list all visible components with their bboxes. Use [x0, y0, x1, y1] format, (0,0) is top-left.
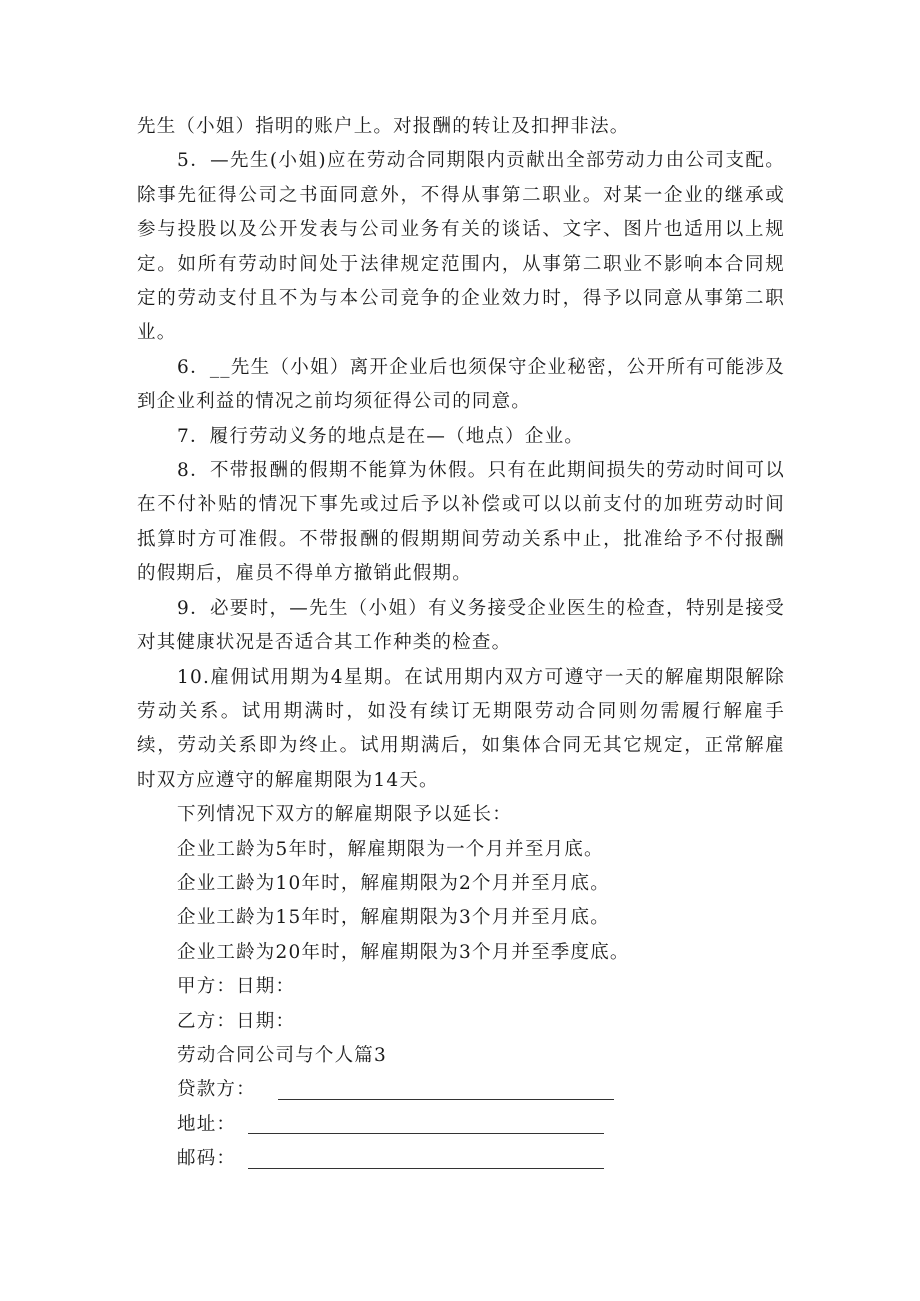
clause-8: 8．不带报酬的假期不能算为休假。只有在此期间损失的劳动时间可以在不付补贴的情况下事先或过后予以补偿或可以以前支付的加班劳动时间抵算时方可准假。不带报酬的假期期间劳动关系中止，批准给予不付报酬的假期后，雇员不得单方撤销此假期。	[137, 460, 785, 585]
lender-blank-line	[278, 1077, 614, 1100]
address-field	[137, 1108, 785, 1142]
address-blank-line	[248, 1111, 604, 1134]
lender-label: 贷款方：	[177, 1079, 256, 1101]
tenure-5-years: 企业工龄为5年时，解雇期限为一个月并至月底。	[177, 838, 604, 860]
clause-7: 7．履行劳动义务的地点是在—（地点）企业。	[177, 425, 584, 447]
lender-field	[137, 1073, 785, 1107]
tenure-20-years: 企业工龄为20年时，解雇期限为3个月并至季度底。	[177, 941, 630, 963]
clause-9: 9．必要时，—先生（小姐）有义务接受企业医生的检查，特别是接受对其健康状况是否适合其工作种类的检查。	[137, 597, 785, 654]
extension-intro: 下列情况下双方的解雇期限予以延长：	[177, 804, 512, 826]
clause-10: 10.雇佣试用期为4星期。在试用期内双方可遵守一天的解雇期限解除劳动关系。试用期满时，如没有续订无期限劳动合同则勿需履行解雇手续，劳动关系即为终止。试用期满后，如集体合同无其它规定，正常解雇时双方应遵守的解雇期限为14天。	[137, 666, 785, 791]
party-b-signature: 乙方：日期：	[177, 1010, 296, 1032]
clause-5: 5．—先生(小姐)应在劳动合同期限内贡献出全部劳动力由公司支配。除事先征得公司之书面同意外，不得从事第二职业。对某一企业的继承或参与投股以及公开发表与公司业务有关的谈话、文字、图片也适用以上规定。如所有劳动时间处于法律规定范围内，从事第二职业不影响本合同规定的劳动支付且不为与本公司竞争的企业效力时，得予以同意从事第二职业。	[137, 150, 785, 344]
party-a-signature: 甲方：日期：	[177, 976, 296, 998]
postcode-blank-line	[248, 1146, 604, 1169]
postcode-label: 邮码：	[177, 1148, 237, 1170]
paragraph-continuation: 先生（小姐）指明的账户上。对报酬的转让及扣押非法。	[137, 116, 630, 137]
section-title: 劳动合同公司与个人篇3	[177, 1044, 387, 1066]
tenure-10-years: 企业工龄为10年时，解雇期限为2个月并至月底。	[177, 872, 610, 894]
clause-6: 6．__先生（小姐）离开企业后也须保守企业秘密，公开所有可能涉及到企业利益的情况之前均须征得公司的同意。	[137, 356, 785, 413]
tenure-15-years: 企业工龄为15年时，解雇期限为3个月并至月底。	[177, 907, 610, 929]
document-page	[137, 110, 785, 1177]
address-label: 地址：	[177, 1113, 237, 1135]
postcode-field	[137, 1142, 785, 1176]
